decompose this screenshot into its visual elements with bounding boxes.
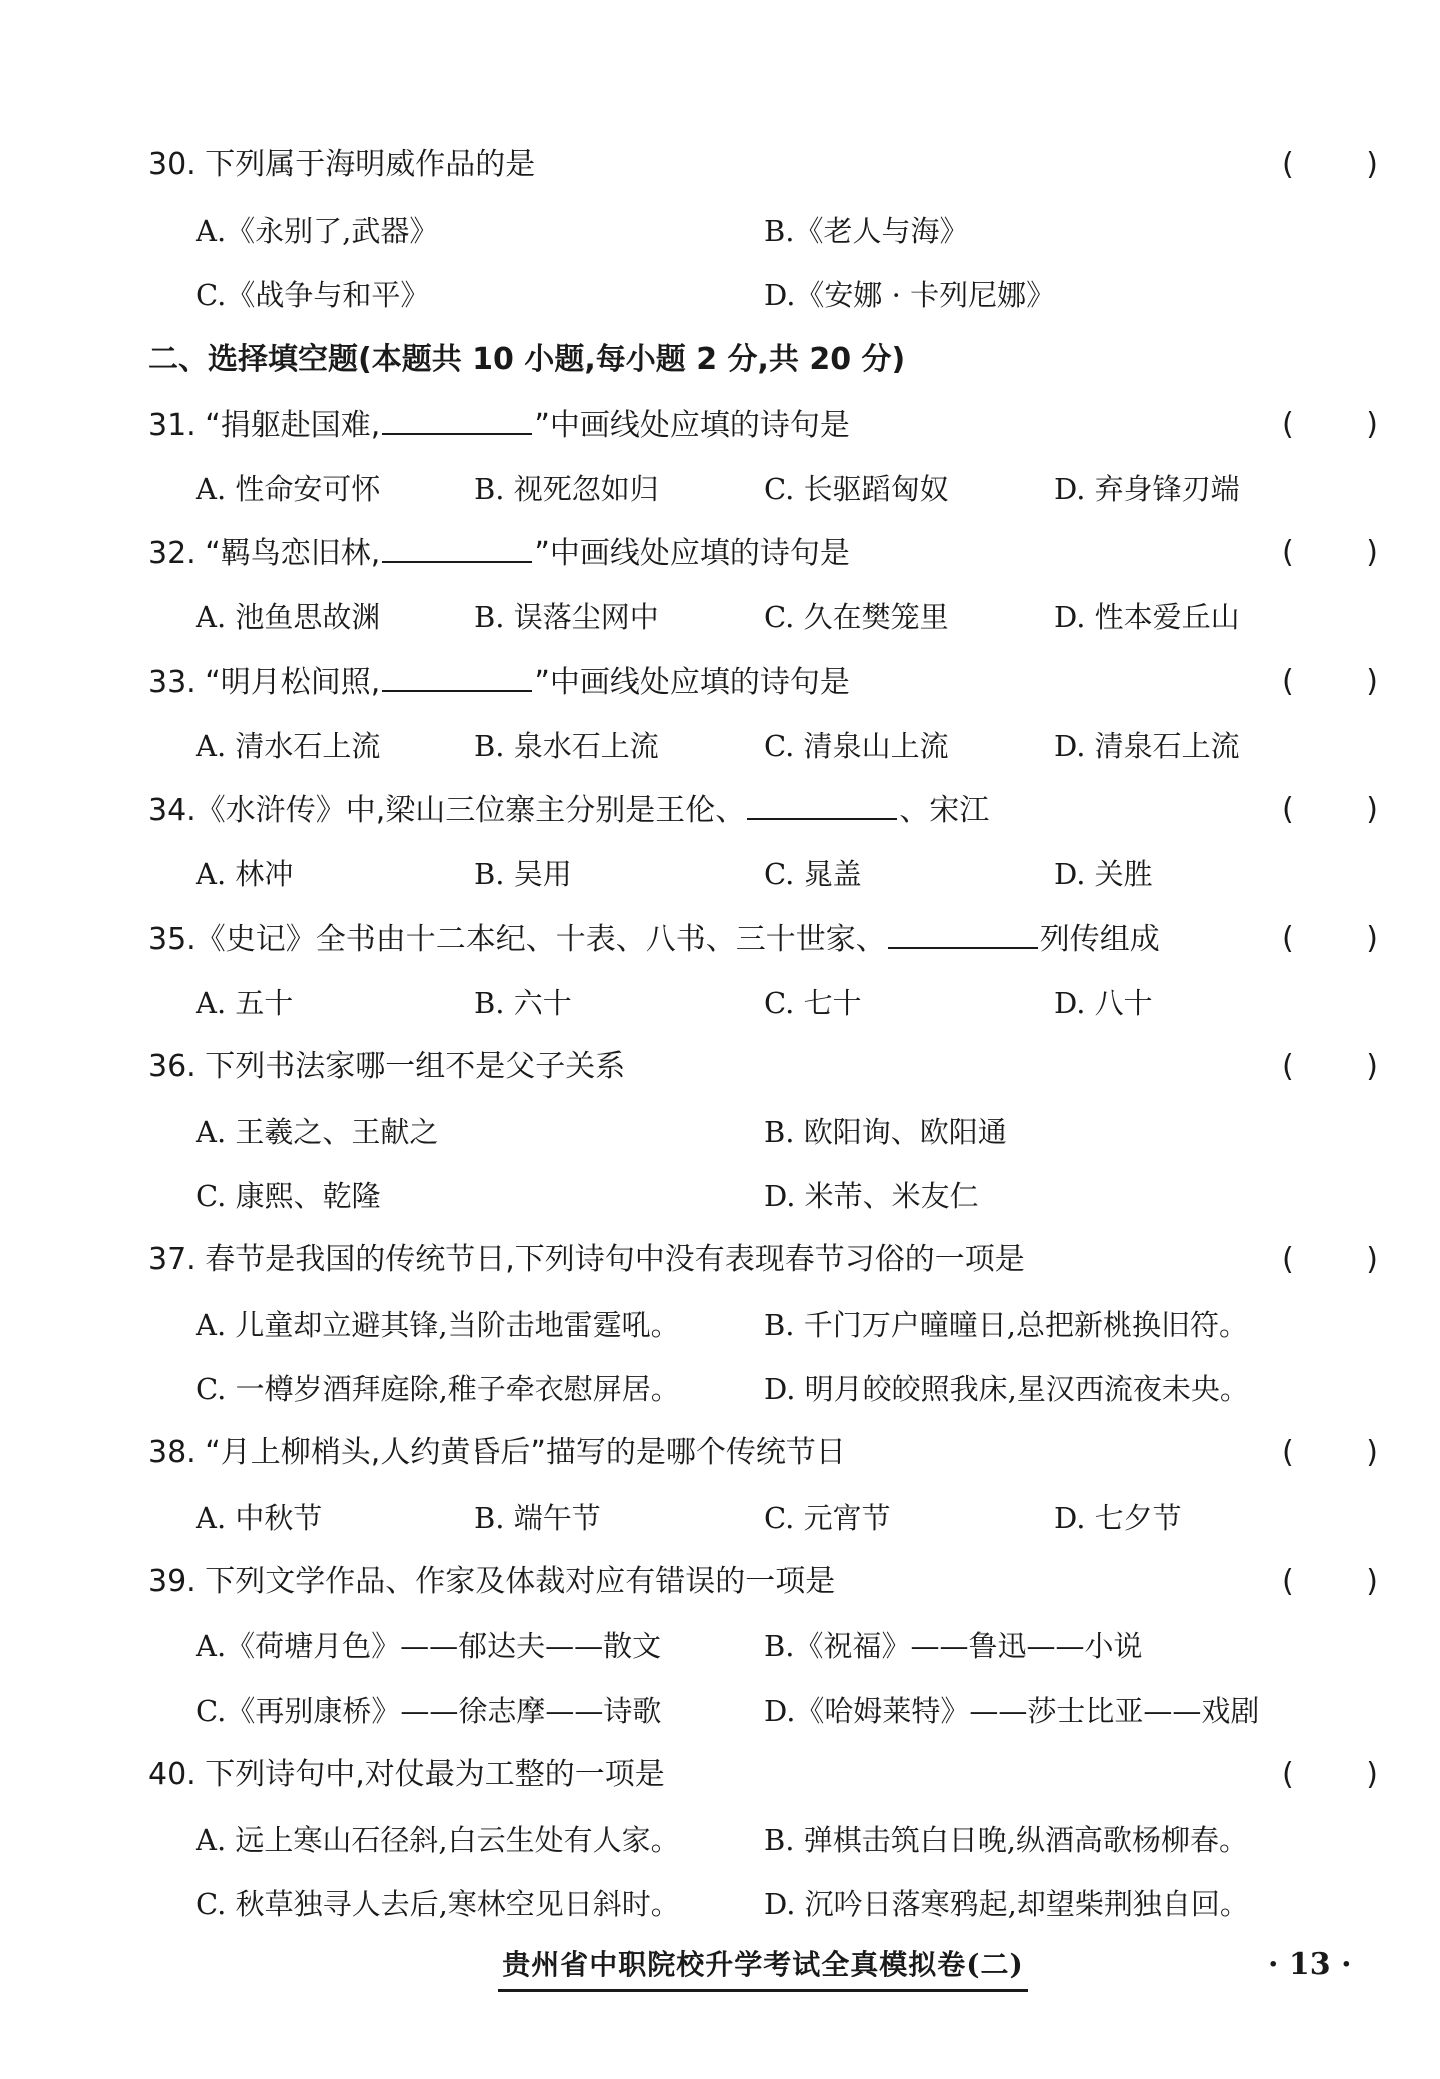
option-d: D.《安娜 · 卡列尼娜》	[764, 278, 1056, 312]
option-d: D.《哈姆莱特》——莎士比亚——戏剧	[764, 1694, 1260, 1728]
question-30-options-row-2	[196, 273, 1306, 317]
option-c: C. 秋草独寻人去后,寒林空见日斜时。	[196, 1887, 680, 1921]
question-32-options	[196, 595, 1306, 639]
answer-parentheses: ( )	[1282, 1242, 1378, 1277]
option-c: C. 久在樊笼里	[764, 600, 949, 634]
option-d: D. 米芾、米友仁	[764, 1179, 979, 1213]
option-b: B. 端午节	[474, 1501, 601, 1535]
fill-blank	[747, 788, 897, 820]
option-b: B. 弹棋击筑白日晚,纵酒高歌杨柳春。	[764, 1823, 1248, 1857]
question-36	[148, 1045, 1378, 1089]
answer-parentheses: ( )	[1282, 1435, 1378, 1470]
option-b: B. 千门万户曈曈日,总把新桃换旧符。	[764, 1308, 1248, 1342]
option-d: D. 沉吟日落寒鸦起,却望柴荆独自回。	[764, 1887, 1249, 1921]
question-35: 35.《史记》全书由十二本纪、十表、八书、三十世家、 列传组成 ( )	[148, 917, 1378, 961]
question-36-options-row-1	[196, 1110, 1306, 1154]
option-b: B. 六十	[474, 986, 572, 1020]
footer-title: 贵州省中职院校升学考试全真模拟卷(二)	[498, 1945, 1028, 1992]
fill-blank	[382, 531, 532, 563]
option-c: C.《再别康桥》——徐志摩——诗歌	[196, 1694, 662, 1728]
option-a: A. 中秋节	[196, 1501, 323, 1535]
option-c: C. 长驱蹈匈奴	[764, 472, 949, 506]
option-c: C. 一樽岁酒拜庭除,稚子牵衣慰屏居。	[196, 1372, 680, 1406]
question-35-options	[196, 981, 1306, 1025]
answer-parentheses: ( )	[1282, 1049, 1378, 1084]
option-c: C. 康熙、乾隆	[196, 1179, 381, 1213]
option-d: D. 七夕节	[1054, 1501, 1182, 1535]
option-d: D. 性本爱丘山	[1054, 600, 1240, 634]
question-37-options-row-2	[196, 1367, 1306, 1411]
question-37	[148, 1238, 1378, 1282]
option-a: A. 王羲之、王献之	[196, 1115, 439, 1149]
question-30-options-row-1	[196, 209, 1306, 253]
question-37-options-row-1	[196, 1303, 1306, 1347]
option-d: D. 明月皎皎照我床,星汉西流夜未央。	[764, 1372, 1249, 1406]
answer-parentheses: ( )	[1282, 664, 1378, 699]
option-b: B. 欧阳询、欧阳通	[764, 1115, 1007, 1149]
question-39	[148, 1560, 1378, 1604]
page-number: · 13 ·	[1268, 1947, 1352, 1982]
answer-parentheses: ( )	[1282, 1757, 1378, 1792]
question-40-options-row-2	[196, 1882, 1306, 1926]
fill-blank	[888, 917, 1038, 949]
fill-blank	[382, 660, 532, 692]
answer-parentheses: ( )	[1282, 535, 1378, 570]
option-a: A. 五十	[196, 986, 294, 1020]
option-b: B.《老人与海》	[764, 214, 969, 248]
answer-parentheses: ( )	[1282, 407, 1378, 442]
option-a: A. 清水石上流	[196, 729, 381, 763]
option-d: D. 清泉石上流	[1054, 729, 1240, 763]
option-c: C. 清泉山上流	[764, 729, 949, 763]
question-stem: 30. 下列属于海明威作品的是	[148, 147, 536, 182]
option-b: B. 吴用	[474, 857, 572, 891]
option-b: B.《祝福》——鲁迅——小说	[764, 1629, 1143, 1663]
fill-blank	[382, 403, 532, 435]
question-39-options-row-1	[196, 1624, 1306, 1668]
question-33: 33. “明月松间照, ”中画线处应填的诗句是 ( )	[148, 660, 1378, 704]
option-a: A.《荷塘月色》——郁达夫——散文	[196, 1629, 662, 1663]
question-38	[148, 1431, 1378, 1475]
question-30	[148, 143, 1378, 187]
option-b: B. 泉水石上流	[474, 729, 659, 763]
option-c: C. 晁盖	[764, 857, 862, 891]
question-31: 31. “捐躯赴国难, ”中画线处应填的诗句是 ( )	[148, 403, 1378, 447]
question-34: 34.《水浒传》中,梁山三位寨主分别是王伦、 、宋江 ( )	[148, 788, 1378, 832]
question-stem: 36. 下列书法家哪一组不是父子关系	[148, 1049, 626, 1084]
option-a: A. 林冲	[196, 857, 294, 891]
option-a: A. 儿童却立避其锋,当阶击地雷霆吼。	[196, 1308, 680, 1342]
question-40	[148, 1753, 1378, 1797]
option-a: A. 池鱼思故渊	[196, 600, 381, 634]
option-c: C. 元宵节	[764, 1501, 891, 1535]
question-39-options-row-2	[196, 1689, 1306, 1733]
question-33-options	[196, 724, 1306, 768]
question-stem: 37. 春节是我国的传统节日,下列诗句中没有表现春节习俗的一项是	[148, 1242, 1025, 1277]
section-heading: 二、选择填空题(本题共 10 小题,每小题 2 分,共 20 分)	[148, 342, 906, 377]
option-d: D. 八十	[1054, 986, 1153, 1020]
answer-parentheses: ( )	[1282, 1564, 1378, 1599]
option-b: B. 视死忽如归	[474, 472, 659, 506]
option-a: A. 性命安可怀	[196, 472, 381, 506]
answer-parentheses: ( )	[1282, 792, 1378, 827]
question-34-options	[196, 852, 1306, 896]
answer-parentheses: ( )	[1282, 147, 1378, 182]
option-b: B. 误落尘网中	[474, 600, 659, 634]
option-c: C.《战争与和平》	[196, 278, 430, 312]
option-a: A. 远上寒山石径斜,白云生处有人家。	[196, 1823, 680, 1857]
option-d: D. 弃身锋刃端	[1054, 472, 1240, 506]
question-38-options	[196, 1496, 1306, 1540]
question-40-options-row-1	[196, 1818, 1306, 1862]
question-36-options-row-2	[196, 1174, 1306, 1218]
question-stem: 40. 下列诗句中,对仗最为工整的一项是	[148, 1757, 665, 1792]
question-stem: 38. “月上柳梢头,人约黄昏后”描写的是哪个传统节日	[148, 1435, 846, 1470]
option-a: A.《永别了,武器》	[196, 214, 439, 248]
question-31-options	[196, 467, 1306, 511]
answer-parentheses: ( )	[1282, 921, 1378, 956]
option-d: D. 关胜	[1054, 857, 1153, 891]
question-stem: 39. 下列文学作品、作家及体裁对应有错误的一项是	[148, 1564, 836, 1599]
option-c: C. 七十	[764, 986, 862, 1020]
question-32: 32. “羁鸟恋旧林, ”中画线处应填的诗句是 ( )	[148, 531, 1378, 575]
